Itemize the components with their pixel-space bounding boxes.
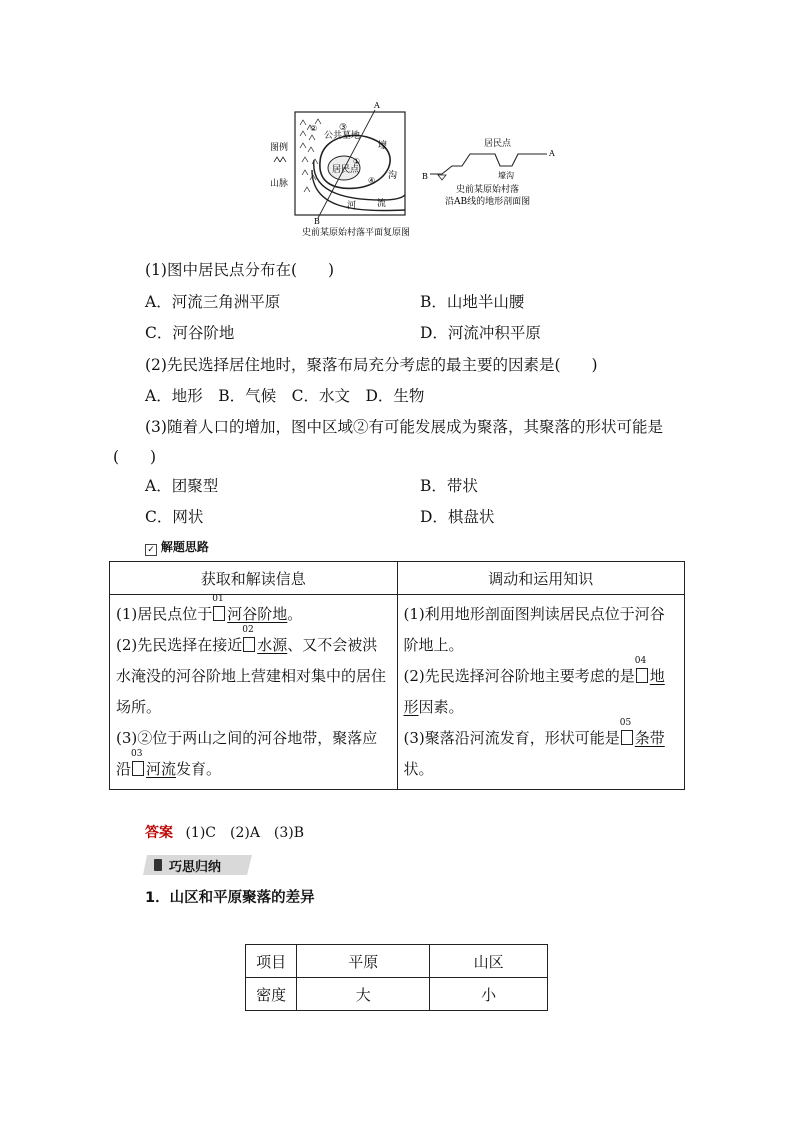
summary-cell: 密度	[246, 978, 297, 1011]
blank-box-04: 04	[636, 668, 648, 683]
summary-header-row	[246, 945, 548, 978]
q3-option-a: A．团聚型	[145, 477, 219, 495]
q1-option-c: C．河谷阶地	[145, 324, 235, 342]
q3-option-d: D．棋盘状	[420, 508, 495, 526]
legend-title: 图例	[270, 143, 289, 153]
label-b: B	[314, 217, 320, 226]
river-label: 河	[347, 201, 357, 211]
analysis-col2-header: 调动和运用知识	[397, 562, 685, 595]
profile-label-a: A	[549, 149, 555, 158]
solution-heading	[145, 538, 209, 556]
region4-label: ④	[368, 176, 376, 185]
region3-label: ③	[339, 123, 348, 133]
summary-row	[246, 978, 548, 1011]
plan-caption: 史前某原始村落平面复原图	[302, 228, 411, 238]
blank-box-02: 02	[243, 637, 255, 652]
blank-box-03: 03	[132, 761, 144, 776]
profile-caption-1: 史前某原始村落	[456, 185, 520, 195]
water-marker-icon	[438, 175, 446, 180]
summary-cell: 小	[430, 978, 548, 1011]
ditch-label: 壕	[378, 141, 388, 151]
label-a: A	[374, 101, 380, 110]
checkbox-icon: ✓	[145, 544, 157, 556]
profile-caption-2: 沿AB线的地形剖面图	[445, 197, 531, 207]
summary-header-item: 项目	[246, 945, 297, 978]
legend-label: 山脉	[270, 179, 289, 189]
blank-box-05: 05	[621, 730, 633, 745]
blank-box-01: 01	[213, 606, 225, 621]
right-point-1: (1)利用地形剖面图判读居民点位于河谷阶地上。	[403, 605, 665, 654]
summary-header-plain: 平原	[297, 945, 430, 978]
left-point-1: (1)居民点位于 01 河谷阶地。	[116, 594, 303, 623]
profile-ditch-label: 壕沟	[498, 171, 514, 180]
settlement-map-svg	[262, 100, 562, 240]
right-point-2: (2)先民选择河谷阶地主要考虑的是 04 地形因素。	[403, 656, 665, 716]
region2-label: ②	[310, 124, 318, 133]
analysis-table	[109, 561, 685, 790]
ditch-label-2: 沟	[388, 171, 398, 181]
solution-heading-text: 解题思路	[160, 540, 209, 554]
profile-settlement-label: 居民点	[484, 139, 512, 149]
region1-label: ①	[353, 157, 361, 166]
question-2: (2)先民选择居住地时，聚落布局充分考虑的最主要的因素是( )	[145, 356, 598, 374]
pen-icon	[154, 859, 162, 871]
question-3-paren: ( )	[113, 448, 157, 466]
cemetery-label: 公共墓地	[324, 131, 361, 141]
question-1: (1)图中居民点分布在( )	[145, 261, 335, 279]
settlement-figure	[262, 100, 562, 240]
profile-line	[430, 154, 547, 174]
profile-label-b: B	[422, 172, 428, 181]
summary-title: 1．山区和平原聚落的差异	[145, 890, 315, 906]
mountain-legend-icon	[274, 157, 286, 162]
analysis-body-row	[110, 595, 685, 790]
summary-cell: 大	[297, 978, 430, 1011]
summary-badge	[143, 852, 256, 878]
analysis-header-row	[110, 562, 685, 595]
right-point-3: (3)聚落沿河流发育，形状可能是 05 条带状。	[403, 718, 665, 778]
analysis-col1-header: 获取和解读信息	[110, 562, 398, 595]
q3-option-b: B．带状	[420, 477, 478, 495]
summary-badge-text: 巧思归纳	[169, 860, 222, 875]
summary-table	[245, 944, 548, 1011]
q1-option-d: D．河流冲积平原	[420, 324, 541, 342]
q1-option-a: A．河流三角洲平原	[145, 293, 281, 311]
settlement-label: 居民点	[332, 165, 360, 175]
q3-option-c: C．网状	[145, 508, 204, 526]
q2-options: A．地形 B．气候 C．水文 D．生物	[145, 387, 425, 405]
analysis-left-cell	[110, 595, 398, 790]
analysis-right-cell	[397, 595, 685, 790]
answer-line	[145, 822, 304, 842]
answer-text: (1)C (2)A (3)B	[185, 825, 305, 841]
left-point-3: (3)②位于两山之间的河谷地带，聚落应沿 03 河流发育。	[116, 729, 378, 778]
summary-header-mountain: 山区	[430, 945, 548, 978]
left-point-2: (2)先民选择在接近 02 水源、又不会被洪水淹没的河谷阶地上营建相对集中的居住场所。	[116, 625, 387, 716]
answer-label: 答案	[145, 825, 173, 841]
question-3: (3)随着人口的增加，图中区域②有可能发展成为聚落，其聚落的形状可能是	[145, 418, 663, 436]
q1-option-b: B．山地半山腰	[420, 293, 525, 311]
river-label-2: 流	[377, 199, 387, 209]
